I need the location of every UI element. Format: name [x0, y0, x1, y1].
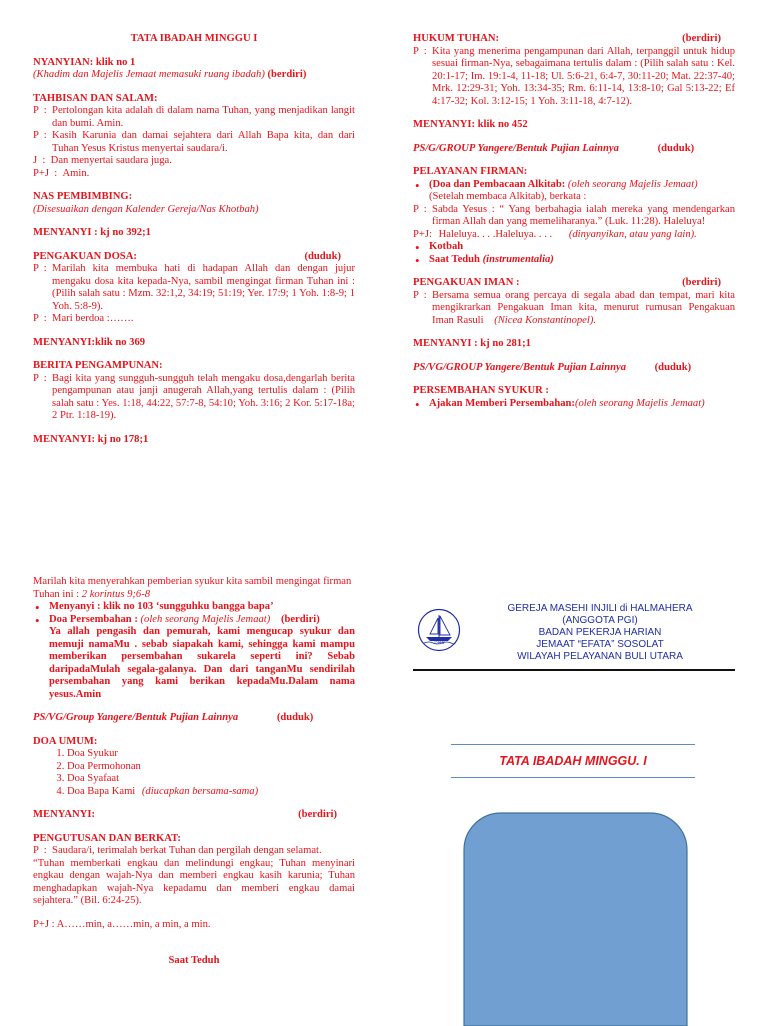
- liturgy-text: Bagi kita yang sungguh-sungguh telah mengaku dosa,dengarlah berita pengampunan atau janji anugerah Allah,yang tertulis dalam : (Pilih salah satu : Yes. 1:18, 44:22, 57:7-8, 54:10; Yoh. 3:16; 2 Kor. 5:17-18a; 2 Ptr. 1:18-19).: [52, 372, 355, 421]
- list-item: [33, 601, 355, 614]
- liturgy-text: Pertolongan kita adalah di dalam nama Tuhan, yang menjadikan langit dan bumi. Amin.: [52, 105, 355, 129]
- tahbisan-line: [33, 155, 355, 168]
- menyanyi-heading: MENYANYI:klik no 369: [33, 336, 146, 348]
- doa-persembahan-text: Ya allah pengasih dan pemurah, kami mengucap syukur dan memuji namaMu . sebab siapakah kami, sehingga kami mampu memberikan persembahan sukarela seperti ini? Sebab daripadaMulah segala-galanya. Dan dari tanganMu sendirilah persembahan yang kami berikan kepadaMu.Dalam nama yesus.Amin: [49, 626, 355, 700]
- haleluya-text: Haleluya. . . .Haleluya. . . .: [438, 228, 553, 240]
- nyanyian-note-line: [33, 69, 355, 82]
- berita-line: [33, 373, 355, 423]
- berita-heading: BERITA PENGAMPUNAN:: [33, 360, 163, 371]
- nas-heading: NAS PEMBIMBING:: [33, 191, 133, 202]
- pengakuan-line: [33, 313, 355, 326]
- doa-umum-heading: DOA UMUM:: [33, 735, 98, 747]
- hukum-heading: HUKUM TUHAN:: [413, 33, 500, 44]
- iman-line: [413, 290, 735, 328]
- doa-umum-list: [33, 748, 355, 798]
- iman-heading: PENGAKUAN IMAN :: [413, 277, 520, 288]
- doa-umum-note: (diucapkan bersama-sama): [141, 785, 259, 797]
- speaker-label: P :: [33, 105, 53, 116]
- ps-line: [413, 362, 735, 375]
- hukum-line: [413, 46, 735, 109]
- pengakuan-heading-row: [33, 251, 355, 264]
- iman-note: (Nicea Konstantinopel).: [494, 314, 597, 326]
- liturgy-text: [432, 290, 735, 328]
- page-1: [33, 33, 355, 446]
- ps-label: PS/VG/GROUP Yangere/Bentuk Pujian Lainnya: [413, 361, 626, 373]
- church-name: GEREJA MASEHI INJILI di HALMAHERA: [507, 603, 693, 614]
- doa-label: (Doa dan Pembacaan Alkitab:: [429, 178, 566, 190]
- nyanyian-stand: (berdiri): [267, 69, 307, 80]
- haleluya-note: (dinyanyikan, atau yang lain).: [568, 228, 697, 240]
- saat-teduh-footer: Saat Teduh: [168, 955, 220, 966]
- doa-bapa-kami: Doa Bapa Kami: [67, 785, 136, 797]
- page-2: [413, 33, 735, 410]
- church-membership: (ANGGOTA PGI): [562, 615, 638, 626]
- pengakuan-heading: PENGAKUAN DOSA:: [33, 250, 137, 262]
- persembahan-list: [413, 398, 735, 411]
- sabda-line: [413, 204, 735, 229]
- doa-after: (Setelah membaca Alkitab), berkata :: [429, 191, 587, 202]
- speaker-label: P :: [413, 45, 433, 57]
- saat-teduh-note: (instrumentalia): [482, 253, 554, 265]
- liturgy-text: Kasih Karunia dan damai sejahtera dari Allah Bapa kita, dan dari Tuhan Yesus Kristus menyertai saudara/i.: [52, 130, 355, 154]
- ps-label: PS/G/GROUP Yangere/Bentuk Pujian Lainnya: [413, 142, 619, 154]
- ajakan-label: Ajakan Memberi Persembahan:: [429, 397, 575, 409]
- liturgy-text: Dan menyertai saudara juga.: [50, 155, 172, 166]
- menyanyi-heading: MENYANYI:: [33, 809, 95, 820]
- intro-paragraph: [33, 576, 355, 601]
- list-item: 2. Doa Permohonan: [67, 761, 355, 774]
- intro-ref: 2 korintus 9;6-8: [81, 588, 151, 600]
- list-item: [67, 786, 355, 799]
- list-item: 3. Doa Syafaat: [67, 773, 355, 786]
- ajakan-note: (oleh seorang Majelis Jemaat): [574, 397, 705, 409]
- kotbah-label: Kotbah: [429, 241, 464, 252]
- saat-teduh-label: Saat Teduh: [429, 253, 480, 265]
- berkat-text: “Tuhan memberkati engkau dan melindungi engkau; Tuhan menyinari engkau dengan wajah-Nya dan memberi engkau kasih karunia; Tuhan menghadapkan wajah-Nya kepadamu dan memberi engkau damai sejahtera.” (Bil. 6:24-25).: [33, 857, 355, 906]
- iman-stand: (berdiri): [682, 277, 721, 288]
- cover-page: [413, 596, 735, 1024]
- church-congregation: JEMAAT “EFATA” SOSOLAT: [536, 639, 664, 650]
- menyanyi-stand: (berdiri): [298, 809, 337, 820]
- menyanyi-bullet: Menyanyi : klik no 103 ‘sungguhku bangga bapa’: [49, 601, 274, 612]
- liturgy-text: Sabda Yesus : “ Yang berbahagia ialah mereka yang mendengarkan firman Allah dan yang memeliharanya.” (Luk. 11:28). Haleluya!: [432, 203, 735, 227]
- tahbisan-line: [33, 130, 355, 155]
- speaker-label: P :: [33, 263, 53, 274]
- nas-note: (Disesuaikan dengan Kalender Gereja/Nas Khotbah): [33, 203, 259, 215]
- liturgy-text: Saudara/i, terimalah berkat Tuhan dan pergilah dengan selamat.: [52, 845, 322, 856]
- intro-text: Marilah kita menyerahkan pemberian syukur kita sambil mengingat firman Tuhan ini :: [33, 576, 352, 600]
- speaker-label: J :: [33, 155, 51, 166]
- pelayanan-list-2: [413, 241, 735, 266]
- doa-persembahan-stand: (berdiri): [280, 613, 320, 625]
- tahbisan-line: [33, 168, 355, 181]
- menyanyi-heading: MENYANYI: klik no 452: [413, 119, 528, 130]
- list-item: 1. Doa Syukur: [67, 748, 355, 761]
- cover-image-placeholder: [463, 812, 688, 1026]
- menyanyi-heading: MENYANYI : kj no 392;1: [33, 227, 151, 238]
- iman-heading-row: [413, 277, 735, 290]
- hukum-heading-row: [413, 33, 735, 46]
- pengutusan-heading: PENGUTUSAN DAN BERKAT:: [33, 832, 181, 844]
- church-header: [465, 603, 735, 663]
- speaker-label: P+J:: [413, 228, 432, 240]
- speaker-label: P :: [33, 845, 53, 856]
- page-title: TATA IBADAH MINGGU I: [130, 33, 258, 44]
- cover-title: TATA IBADAH MINGGU. I: [499, 754, 647, 768]
- menyanyi-heading: MENYANYI : kj no 281;1: [413, 338, 531, 349]
- list-item: [413, 241, 735, 254]
- speaker-label: P :: [33, 130, 53, 141]
- pengakuan-stand: (duduk): [304, 250, 341, 262]
- speaker-label: P :: [33, 372, 53, 384]
- header-divider: [413, 669, 735, 671]
- hukum-stand: (berdiri): [682, 33, 721, 44]
- liturgy-text: Marilah kita membuka hati di hadapan Allah dan dengan jujur mengaku dosa kita kepada-Nya, sambil mengingat firman Tuhan ini : (Pilih salah satu : Mzm. 32:1,2, 34:19; 51:19; Yer. 17:9; 1 Yoh. 1:8-9; 1 Yoh. 5:8-9).: [52, 263, 355, 312]
- nyanyian-heading: NYANYIAN: klik no 1: [33, 56, 136, 68]
- doa-note: (oleh seorang Majelis Jemaat): [567, 178, 698, 190]
- speaker-label: P :: [413, 289, 433, 301]
- haleluya-line: [413, 229, 735, 242]
- pengutusan-line: [33, 845, 355, 858]
- title-rule-bottom: [451, 777, 695, 778]
- doa-persembahan-label: Doa Persembahan :: [49, 613, 138, 625]
- speaker-label: P :: [413, 203, 433, 215]
- speaker-label: P :: [33, 313, 53, 324]
- list-item: [33, 614, 355, 702]
- pelayanan-heading: PELAYANAN FIRMAN:: [413, 166, 528, 177]
- liturgy-text: Kita yang menerima pengampunan dari Allah, terpanggil untuk hidup sesuai firman-Nya, sebagaimana tertulis dalam : (Pilih salah satu : Kel. 20:1-17; Im. 19:1-4, 11-18; Ul. 5:6-21, 6:4-7, 30:11-20; Mat. 22:37-40; Mrk. 12:29-31; Yoh. 13:34-35; Rm. 6:11-14, 13:8-10; Gal 5:13-22; Ef 4:17-32; Kol. 3:12-15; 1 Yoh. 3:11-18, 4:7-12).: [432, 45, 735, 107]
- tahbisan-line: [33, 105, 355, 130]
- ps-line: [413, 143, 735, 156]
- page-3: [33, 576, 355, 968]
- liturgy-text: Amin.: [62, 167, 90, 179]
- logo-year: 1949: [433, 640, 445, 646]
- title-rule-top: [451, 744, 695, 745]
- persembahan-heading: PERSEMBAHAN SYUKUR :: [413, 385, 549, 396]
- ps-line: [33, 712, 355, 725]
- list-item: [413, 179, 735, 204]
- church-logo: [417, 608, 461, 652]
- persembahan-bullets: [33, 601, 355, 701]
- amin-line: P+J : A……min, a……min, a min, a min.: [33, 918, 211, 930]
- menyanyi-row: [33, 809, 355, 822]
- ps-label: PS/VG/Group Yangere/Bentuk Pujian Lainnya: [33, 712, 239, 723]
- pengakuan-line: [33, 263, 355, 313]
- list-item: [413, 398, 735, 411]
- liturgy-text: Mari berdoa :…….: [52, 313, 134, 324]
- tahbisan-heading: TAHBISAN DAN SALAM:: [33, 92, 158, 104]
- list-item: [413, 254, 735, 267]
- church-board: BADAN PEKERJA HARIAN: [538, 627, 662, 638]
- iman-text: Bersama semua orang percaya di segala abad dan tempat, mari kita mengikrarkan Pengakuan Iman kita, menurut rumusan Pengakuan Iman Rasuli: [432, 289, 735, 326]
- pelayanan-list: [413, 179, 735, 204]
- church-region: WILAYAH PELAYANAN BULI UTARA: [517, 651, 683, 662]
- nyanyian-note: (Khadim dan Majelis Jemaat memasuki ruang ibadah): [33, 69, 265, 80]
- ps-position: (duduk): [657, 142, 695, 154]
- ps-position: (duduk): [654, 361, 692, 373]
- doa-persembahan-note: (oleh seorang Majelis Jemaat): [140, 613, 271, 625]
- ps-position: (duduk): [276, 712, 314, 723]
- speaker-label: P+J :: [33, 167, 63, 179]
- menyanyi-heading: MENYANYI: kj no 178;1: [33, 433, 149, 445]
